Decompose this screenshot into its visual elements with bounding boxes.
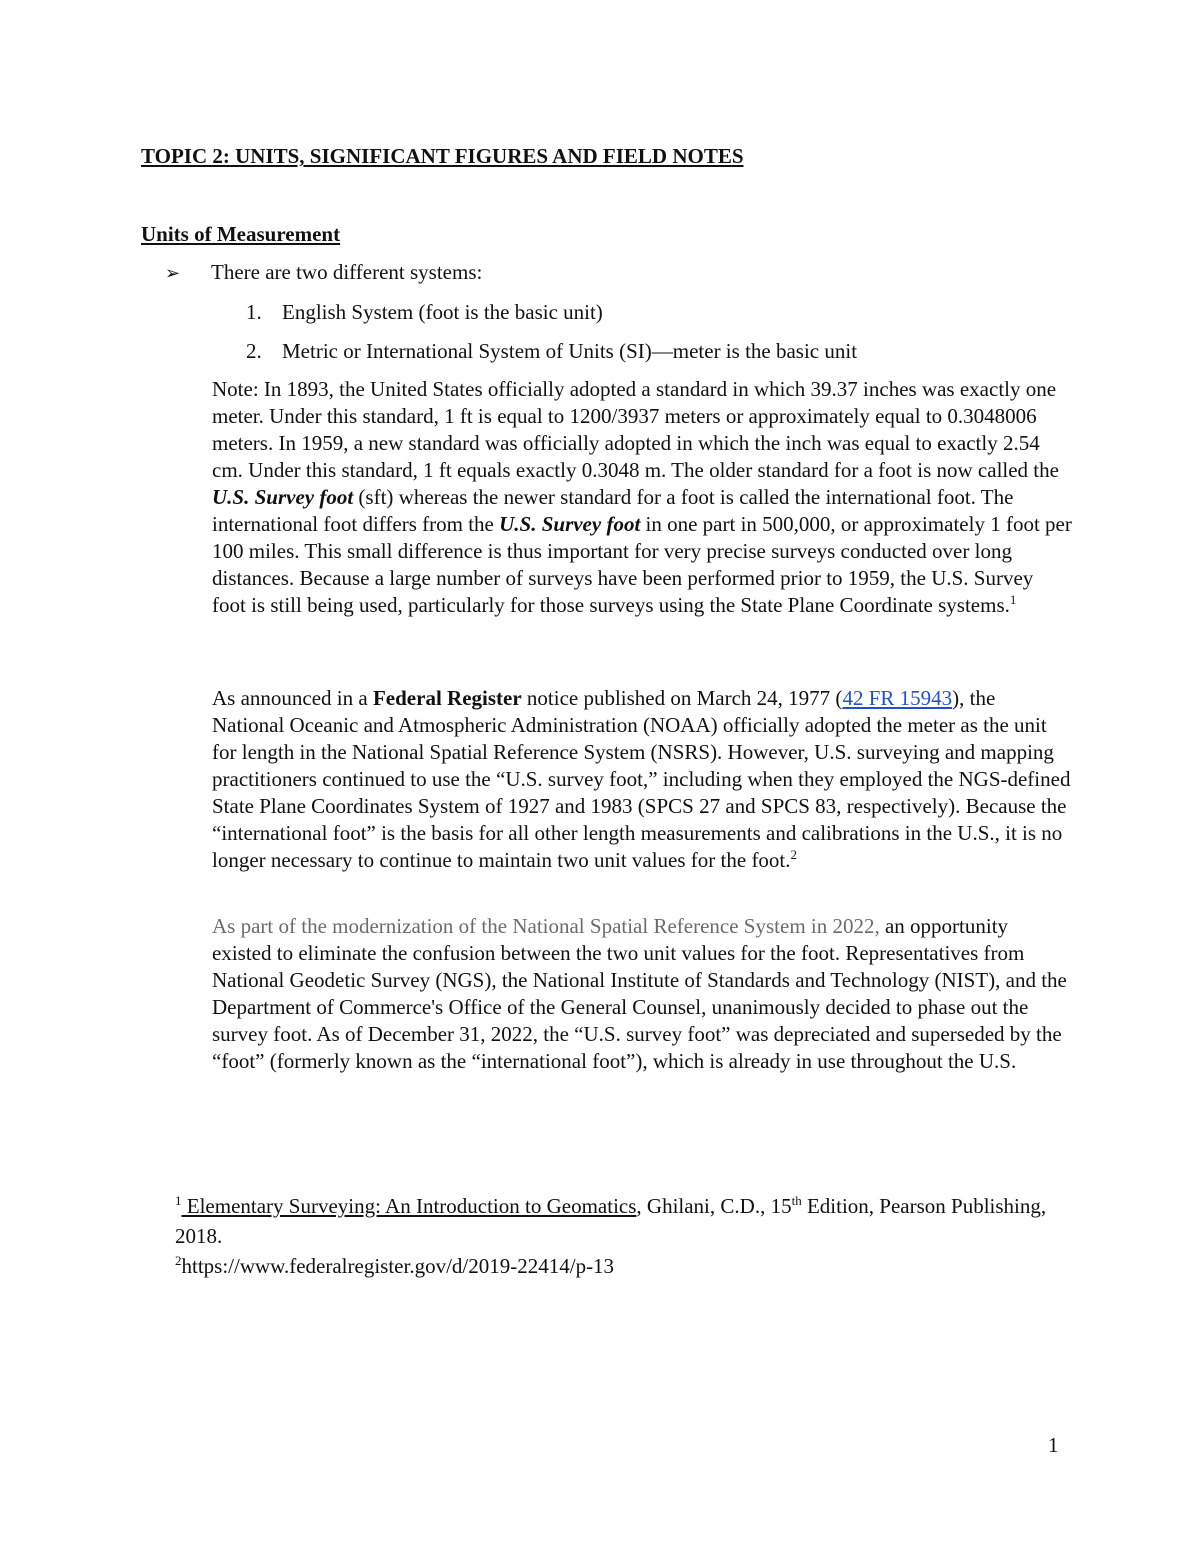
- arrowhead-bullet-icon: ➢: [165, 263, 181, 284]
- fr-text: As announced in a: [212, 686, 373, 710]
- footnote-book-title: Elementary Surveying: An Introduction to Geomatics: [181, 1194, 637, 1218]
- footnote-text: , Ghilani, C.D., 15: [636, 1194, 792, 1218]
- section-heading: Units of Measurement: [141, 222, 341, 246]
- footnote-number: 1: [175, 1193, 182, 1208]
- note-paragraph: [212, 376, 1072, 619]
- footnote-ref-2[interactable]: 2: [790, 847, 798, 862]
- note-text: Note: In 1893, the United States officially adopted a standard in which 39.37 inches was exactly one meter. Under this standard, 1 ft is equal to 1200/3937 meters or approximately equal to 0.3048006 meters. In 1959, a new standard was officially adopted in which the inch was equal to exactly 2.54 cm. Under this standard, 1 ft equals exactly 0.3048 m. The older standard for a foot is now called the: [212, 377, 1059, 482]
- federal-register-paragraph: [212, 685, 1072, 874]
- us-survey-foot-term: U.S. Survey foot: [499, 512, 641, 536]
- list-text: Metric or International System of Units (SI)—meter is the basic unit: [282, 339, 858, 363]
- list-number: 1.: [246, 300, 262, 324]
- footnote-ref-1[interactable]: 1: [1009, 592, 1017, 607]
- footnote-text: Edition, Pearson Publishing, 2018.: [175, 1194, 1047, 1248]
- fr-text: notice published on March 24, 1977 (: [521, 686, 843, 710]
- bullet-text: There are two different systems:: [211, 260, 483, 284]
- footnote-number: 2: [175, 1253, 182, 1268]
- note-text: in one part in 500,000, or approximately 1 foot per 100 miles. This small difference is thus important for very precise surveys conducted over long distances. Because a large number of surveys have been performed prior to 1959, the U.S. Survey foot is still being used, particularly for those surveys using the State Plane Coordinate systems.: [212, 512, 1072, 617]
- modernization-gray-text: As part of the modernization of the National Spatial Reference System in 2022,: [212, 914, 880, 938]
- ordinal-suffix: th: [791, 1193, 802, 1208]
- federal-register-term: Federal Register: [372, 686, 522, 710]
- footnote-1: [175, 1191, 1075, 1251]
- page-number: 1: [1048, 1433, 1059, 1457]
- fr-text: ), the National Oceanic and Atmospheric Administration (NOAA) officially adopted the meter as the unit for length in the National Spatial Reference System (NSRS). However, U.S. surveying and mapping practitioners continued to use the “U.S. survey foot,” including when they employed the NGS-defined State Plane Coordinates System of 1927 and 1983 (SPCS 27 and SPCS 83, respectively). Because the “international foot” is the basis for all other length measurements and calibrations in the U.S., it is no longer necessary to continue to maintain two unit values for the foot.: [212, 686, 1071, 872]
- footnote-2: [175, 1251, 1075, 1281]
- list-number: 2.: [246, 339, 262, 363]
- modernization-text: an opportunity existed to eliminate the confusion between the two unit values for the foot. Representatives from National Geodetic Survey (NGS), the National Institute of Standards and Technology (NIST), and the Department of Commerce's Office of the General Counsel, unanimously decided to phase out the survey foot. As of December 31, 2022, the “U.S. survey foot” was depreciated and superseded by the “foot” (formerly known as the “international foot”), which is already in use throughout the U.S.: [212, 914, 1067, 1073]
- bullet-item: [165, 259, 482, 287]
- list-item-english-system: [246, 299, 603, 326]
- modernization-paragraph: [212, 913, 1072, 1075]
- page-title: TOPIC 2: UNITS, SIGNIFICANT FIGURES AND FIELD NOTES: [141, 144, 744, 168]
- note-text: (sft) whereas the newer standard for a foot is called the international foot. The international foot differs from the: [212, 485, 1014, 536]
- fr-citation-link[interactable]: 42 FR 15943: [842, 686, 953, 710]
- footnote-url: https://www.federalregister.gov/d/2019-22414/p-13: [181, 1254, 615, 1278]
- list-item-metric-system: [246, 338, 857, 365]
- list-text: English System (foot is the basic unit): [282, 300, 603, 324]
- footnotes: [175, 1191, 1075, 1281]
- us-survey-foot-term: U.S. Survey foot: [212, 485, 354, 509]
